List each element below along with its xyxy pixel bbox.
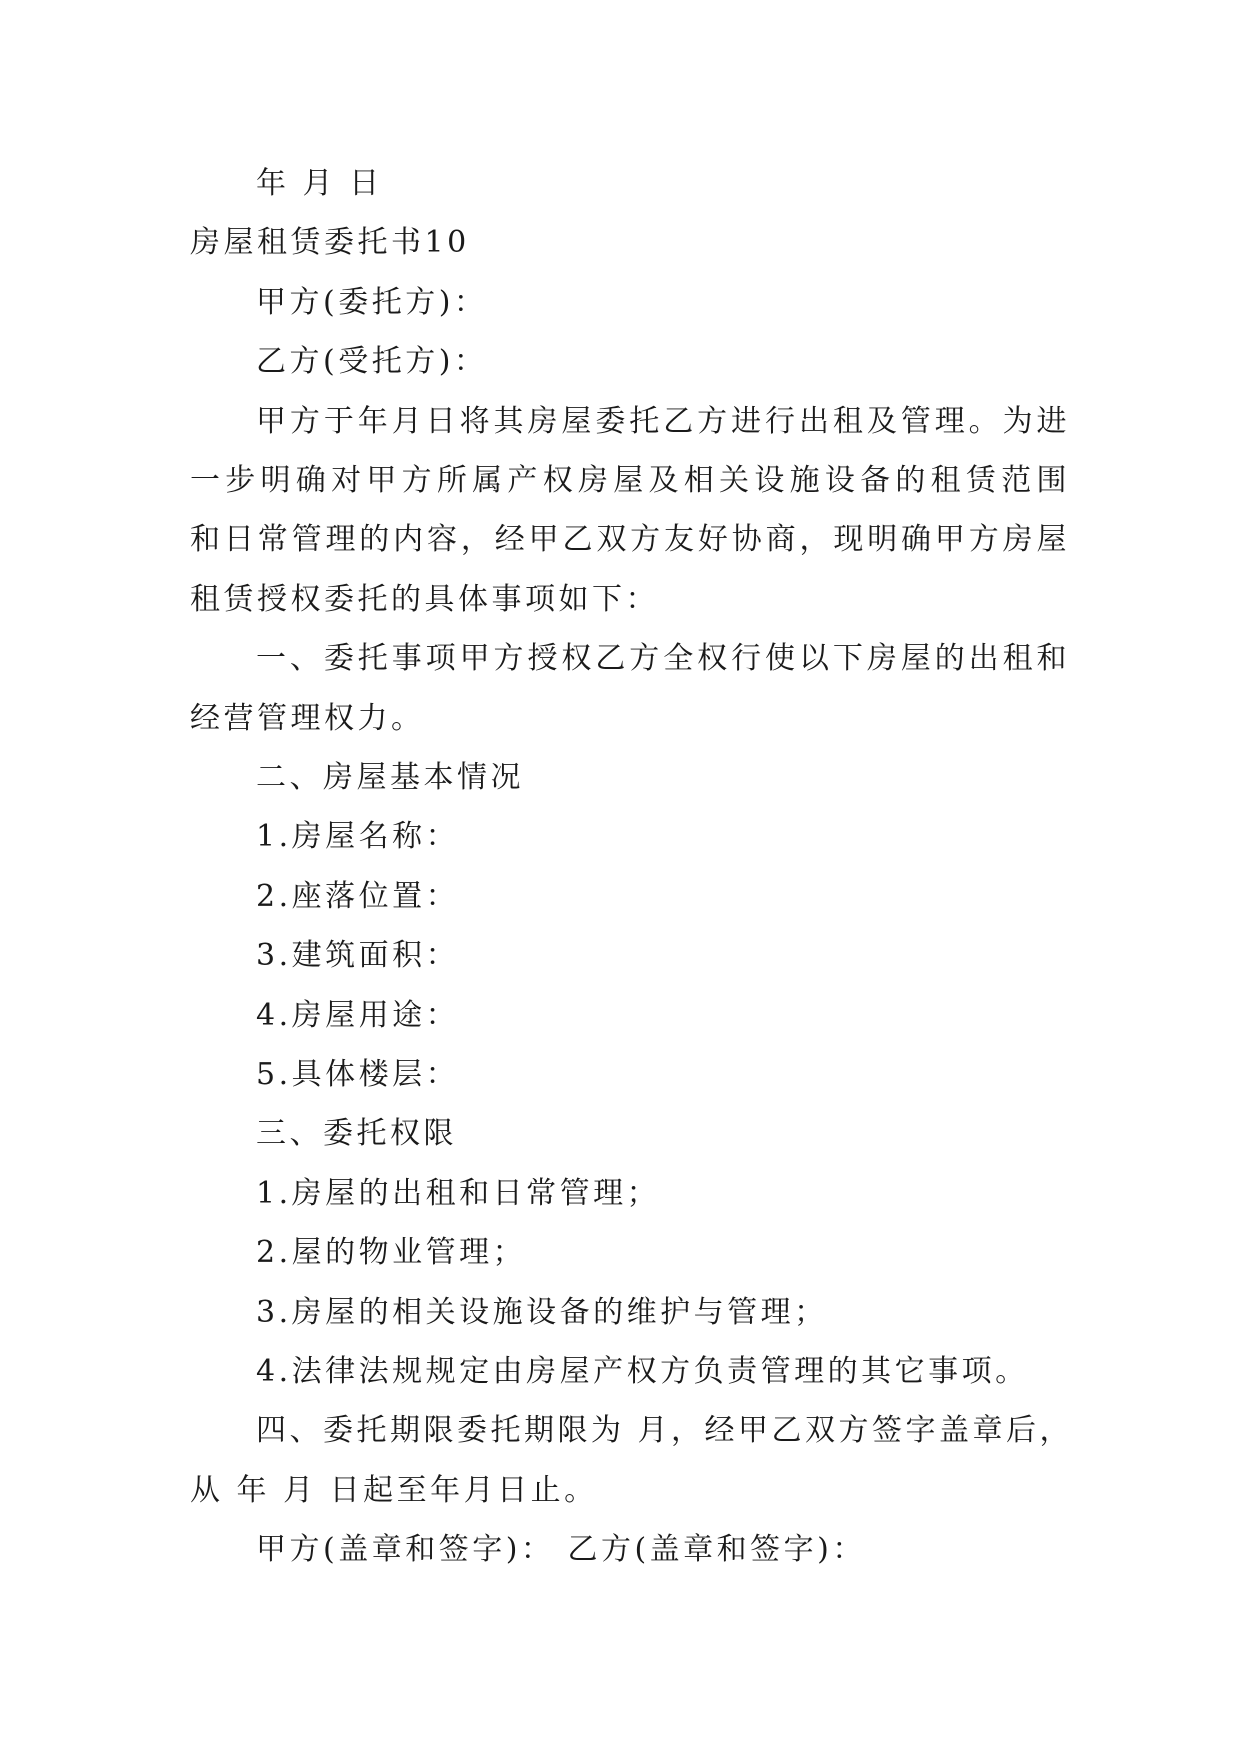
house-location-item: 2.座落位置： — [256, 879, 460, 914]
authority-item-1: 1.房屋的出租和日常管理； — [256, 1176, 661, 1211]
floor-item: 5.具体楼层： — [256, 1057, 460, 1092]
section-1-line-2: 经营管理权力。 — [190, 701, 425, 736]
party-b-line: 乙方(受托方)： — [256, 344, 488, 379]
paragraph-intro-line-4: 租赁授权委托的具体事项如下： — [190, 582, 659, 617]
paragraph-intro-line-1: 甲方于年月日将其房屋委托乙方进行出租及管理。为进 — [256, 404, 1070, 439]
house-use-item: 4.房屋用途： — [256, 998, 460, 1033]
paragraph-intro-line-3: 和日常管理的内容，经甲乙双方友好协商，现明确甲方房屋 — [190, 522, 1070, 557]
date-line: 年 月 日 — [256, 166, 383, 201]
paragraph-intro-line-2: 一步明确对甲方所属产权房屋及相关设施设备的租赁范围 — [190, 463, 1070, 498]
document-title: 房屋租赁委托书10 — [190, 225, 470, 260]
house-name-item: 1.房屋名称： — [256, 819, 460, 854]
building-area-item: 3.建筑面积： — [256, 938, 460, 973]
section-4-line-2: 从 年 月 日起至年月日止。 — [190, 1473, 598, 1508]
section-4-line-1: 四、委托期限委托期限为 月，经甲乙双方签字盖章后， — [256, 1413, 1074, 1448]
signature-line: 甲方(盖章和签字)： 乙方(盖章和签字)： — [256, 1532, 866, 1567]
section-3-heading: 三、委托权限 — [256, 1116, 457, 1151]
party-a-line: 甲方(委托方)： — [256, 285, 488, 320]
authority-item-3: 3.房屋的相关设施设备的维护与管理； — [256, 1295, 828, 1330]
section-1-line-1: 一、委托事项甲方授权乙方全权行使以下房屋的出租和 — [256, 641, 1070, 676]
authority-item-4: 4.法律法规规定由房屋产权方负责管理的其它事项。 — [256, 1354, 1029, 1389]
section-2-heading: 二、房屋基本情况 — [256, 760, 524, 795]
authority-item-2: 2.屋的物业管理； — [256, 1235, 527, 1270]
